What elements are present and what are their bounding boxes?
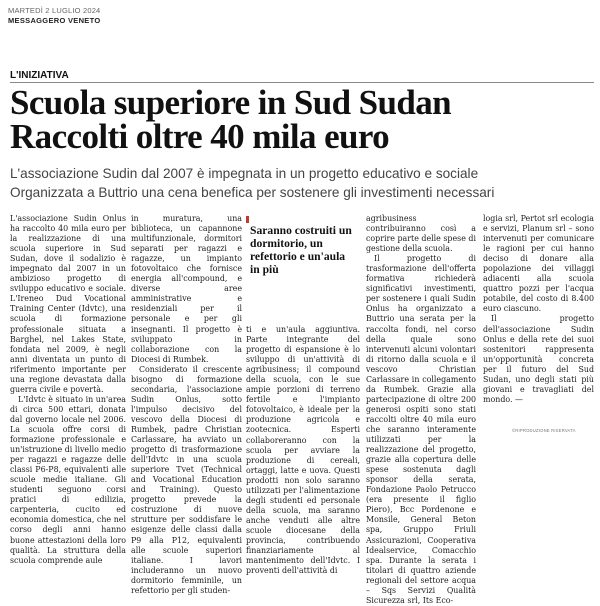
paragraph: agribusiness contribuiranno così a coprire parte delle spese di gestione della scuola. <box>366 214 476 254</box>
newspaper-name: MESSAGGERO VENETO <box>8 16 101 25</box>
paragraph: in muratura, una biblioteca, un capannone multifunzionale, dormitori separati per ragazzi e ragazze, un impianto fotovoltaico che fornisce energia all'compound, e diverse aree amministrative e residenziali per il personale e per gli insegnanti. Il progetto è sviluppato in collaborazione con la Diocesi di Rumbek. <box>131 214 242 364</box>
headline <box>10 83 452 156</box>
paragraph: logia srl, Pertot srl ecologia e servizi, Planum srl – sono intervenuti per comunicare le ragioni per cui hanno deciso di donare alla popolazione dei villaggi adiacenti alla scuola quattro pozzi per l'acqua potabile, del costo di 8.400 euro ciascuno. <box>483 214 594 314</box>
article-column-2 <box>131 214 242 596</box>
copyright-note: ©RIPRODUZIONE RISERVATA <box>512 428 576 433</box>
page-header <box>8 6 100 26</box>
paragraph: Il progetto dell'associazione Sudin Onlus e della rete dei suoi sostenitori rappresenta un'opportunità concreta per il futuro del Sud Sudan, uno degli stati più giovani e travagliati del mondo. — <box>483 314 594 404</box>
paragraph: Considerato il crescente bisogno di formazione secondaria, l'associazione Sudin Onlus, sotto l'impulso decisivo del vescovo della Diocesi di Rumbek, padre Christian Carlassare, ha avviato un progetto di trasformazione dell'Idvtc in una scuola superiore Tvet (Technical and Vocational Education and Training). Questo progetto prevede la costruzione di nuove strutture per soddisfare le esigenze delle classi dalla P9 alla P12, equivalenti alle scuole superiori italiane. I lavori includeranno un nuovo dormitorio femminile, un refettorio per gli studen- <box>131 364 242 595</box>
paragraph: ti e un'aula aggiuntiva. Parte integrante del progetto di espansione è lo sviluppo di un'attività di agribusiness; il compound della scuola, con le sue ampie porzioni di terreno fertile e l'impianto fotovoltaico, è ideale per la produzione agricola e zootecnica. Esperti collaboreranno con la scuola per avviare la produzione di cereali, ortaggi, latte e uova. Questi prodotti non solo saranno utilizzati per l'alimentazione degli studenti ed personale della scuola, ma saranno anche venduti alle altre scuole diocesane della provincia, contribuendo finanziariamente al mantenimento dell'Idvtc. I proventi dell'attività di <box>246 325 360 576</box>
subheadline-line-2: Organizzata a Buttrio una cena benefica per sostenere gli investimenti necessari <box>10 185 495 200</box>
article-column-5 <box>483 214 594 405</box>
article-column-3 <box>246 325 360 576</box>
subheadline <box>10 164 494 202</box>
quote-marker <box>246 216 249 223</box>
article-column-4 <box>366 214 476 606</box>
section-kicker: L'INIZIATIVA <box>10 70 69 81</box>
headline-line-2: Raccolti oltre 40 mila euro <box>10 117 390 156</box>
paragraph: Il progetto di trasformazione dell'offerta formativa richiederà significativi investimenti, per sostenere i quali Sudin Onlus ha organizzato a Buttrio una serata per la raccolta fondi, nel corso della quale sono intervenuti alcuni volontari di ritorno dalla scuola e il vescovo Christian Carlassare in collegamento da Rumbek. Grazie alla partecipazione di oltre 200 generosi ospiti sono stati raccolti oltre 40 mila euro che saranno interamente utilizzati per la realizzazione del progetto, grazie alla copertura delle spese sostenuta dagli sponsor della serata, Fondazione Paolo Petrucco (era presente il figlio Piero), Bcc Pordenone e Monsile, General Beton spa, Gruppo Friuli Assicurazioni, Cooperativa Idealservice, Comacchio spa. Durante la serata i titolari di quattro aziende regionali del settore acqua – Sqs Servizi Qualità Sicurezza srl, Its Eco- <box>366 254 476 605</box>
issue-date: MARTEDÌ 2 LUGLIO 2024 <box>8 6 101 15</box>
pull-quote: Saranno costruiti un dormitorio, un refettorio e un'aula in più <box>250 224 352 276</box>
article-column-1 <box>10 214 126 566</box>
headline-line-1: Scuola superiore in Sud Sudan <box>10 83 452 122</box>
paragraph: L'associazione Sudin Onlus ha raccolto 40 mila euro per la realizzazione di una scuola superiore in Sud Sudan, dove il sodalizio è impegnato dal 2007 in un ambizioso progetto di sviluppo educativo e sociale. L'Ireneo Dud Vocational Training Center (Idvtc), una scuola di formazione professionale situata a Barghel, nel Lakes State, fondata nel 2009, è negli anni diventata un punto di riferimento importante per una regione devastata dalla guerra civile e povertà. <box>10 214 126 394</box>
subheadline-line-1: L'associazione Sudin dal 2007 è impegnata in un progetto educativo e sociale <box>10 166 479 181</box>
paragraph: L'Idvtc è situato in un'area di circa 500 ettari, donata dal governo locale nel 2006. La scuola offre corsi di formazione professionale e un'istruzione di livello medio per ragazzi e ragazze delle classi P6-P8, equivalenti alle scuole medie italiane. Gli studenti seguono corsi pratici di edilizia, carpenteria, cucito ed economia domestica, che nel corso degli anni hanno buone attestazioni della loro qualità. La struttura della scuola comprende aule <box>10 394 126 565</box>
